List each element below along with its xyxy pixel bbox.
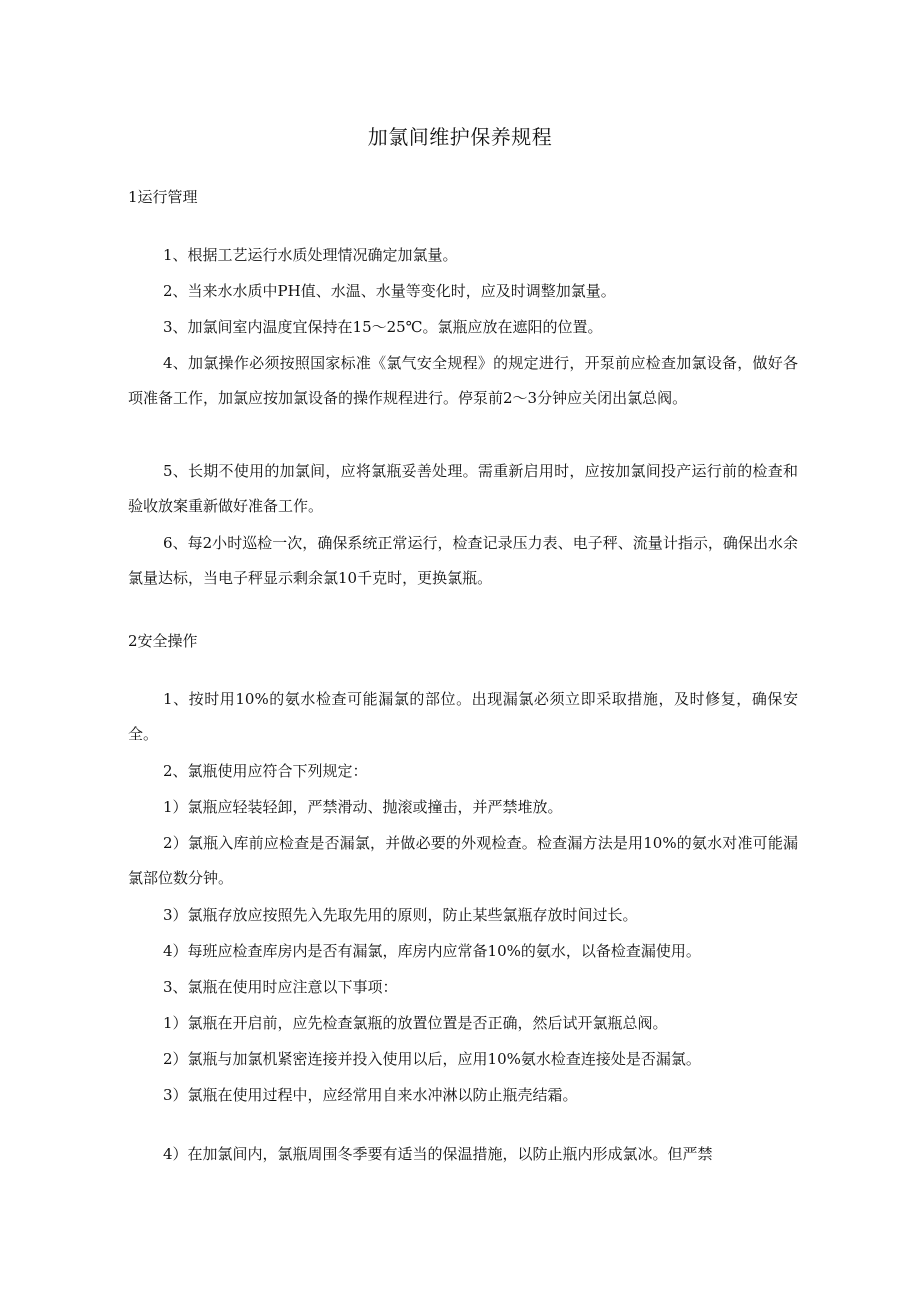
paragraph: 1）氯瓶应轻装轻卸，严禁滑动、抛滚或撞击，并严禁堆放。 — [163, 798, 563, 816]
document-title: 加氯间维护保养规程 — [367, 125, 553, 149]
paragraph: 3）氯瓶在使用过程中，应经常用自来水冲淋以防止瓶壳结霜。 — [163, 1086, 578, 1104]
section-heading-safety-operation: 2安全操作 — [128, 632, 198, 650]
paragraph: 2、当来水水质中PH值、水温、水量等变化时，应及时调整加氯量。 — [163, 282, 616, 300]
paragraph: 4）在加氯间内，氯瓶周围冬季要有适当的保温措施，以防止瓶内形成氯冰。但严禁 — [163, 1145, 713, 1163]
paragraph: 4）每班应检查库房内是否有漏氯，库房内应常备10%的氨水，以备检查漏使用。 — [163, 942, 701, 960]
paragraph: 6、每2小时巡检一次，确保系统正常运行，检查记录压力表、电子秤、流量计指示，确保出水余氯量达标，当电子秤显示剩余氯10千克时，更换氯瓶。 — [128, 534, 798, 587]
paragraph: 2）氯瓶入库前应检查是否漏氯，并做必要的外观检查。检查漏方法是用10%的氨水对准可能漏氯部位数分钟。 — [128, 834, 798, 887]
paragraph: 3）氯瓶存放应按照先入先取先用的原则，防止某些氯瓶存放时间过长。 — [163, 906, 638, 924]
paragraph: 3、氯瓶在使用时应注意以下事项： — [163, 978, 398, 996]
section-heading-operation-management: 1运行管理 — [128, 188, 198, 206]
paragraph: 5、长期不使用的加氯间，应将氯瓶妥善处理。需重新启用时，应按加氯间投产运行前的检查和验收放案重新做好准备工作。 — [128, 462, 798, 515]
paragraph: 3、加氯间室内温度宜保持在15～25℃。氯瓶应放在遮阳的位置。 — [163, 318, 603, 336]
paragraph: 1）氯瓶在开启前，应先检查氯瓶的放置位置是否正确，然后试开氯瓶总阀。 — [163, 1014, 668, 1032]
paragraph: 1、根据工艺运行水质处理情况确定加氯量。 — [163, 246, 458, 264]
paragraph: 2）氯瓶与加氯机紧密连接并投入使用以后，应用10%氨水检查连接处是否漏氯。 — [163, 1050, 701, 1068]
paragraph: 1、按时用10%的氨水检查可能漏氯的部位。出现漏氯必须立即采取措施，及时修复，确保安全。 — [128, 690, 798, 743]
paragraph: 4、加氯操作必须按照国家标准《氯气安全规程》的规定进行，开泵前应检查加氯设备，做好各项准备工作，加氯应按加氯设备的操作规程进行。停泵前2～3分钟应关闭出氯总阀。 — [128, 354, 798, 407]
paragraph: 2、氯瓶使用应符合下列规定： — [163, 762, 368, 780]
